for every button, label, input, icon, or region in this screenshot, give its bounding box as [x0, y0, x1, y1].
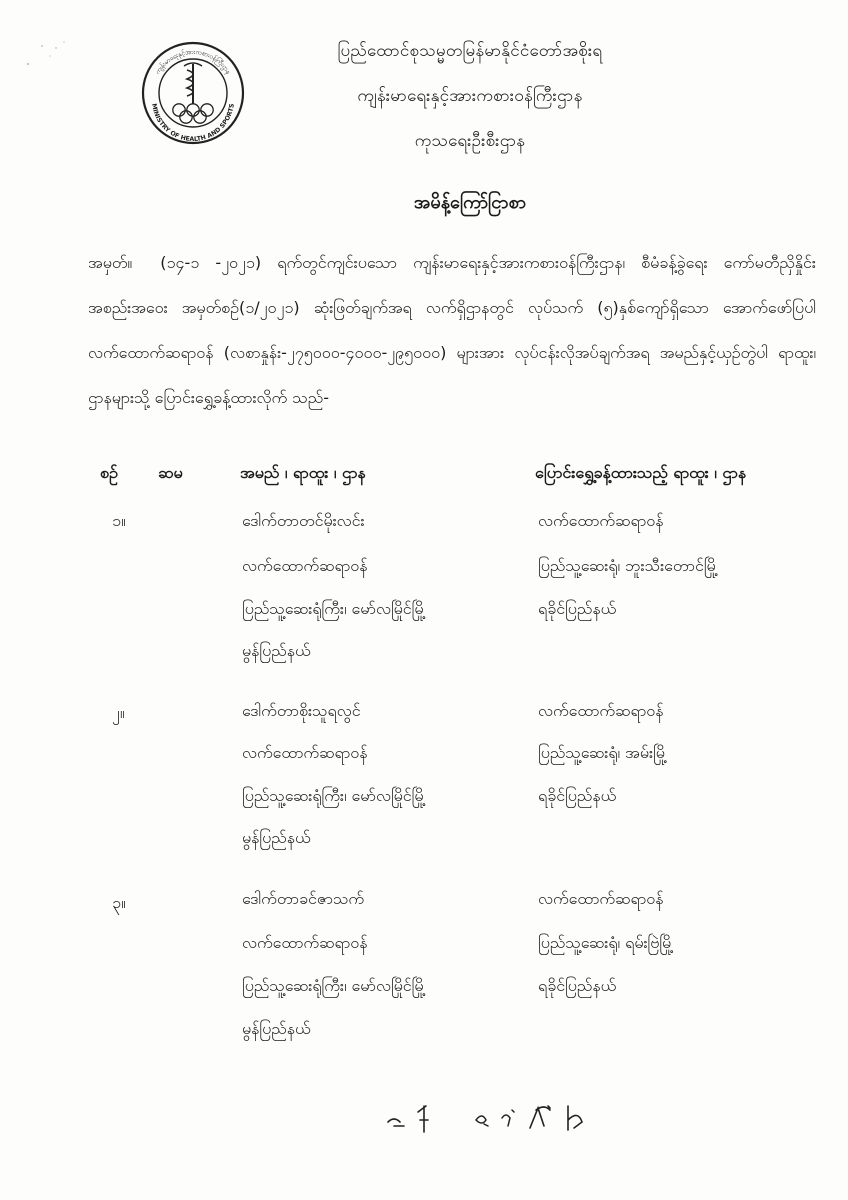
svg-text:ကျန်းမာရေးနှင့်အားကစားဝန်ကြီးဌ: ကျန်းမာရေးနှင့်အားကစားဝန်ကြီးဌာန	[153, 47, 233, 76]
entry-new-state: ရခိုင်ပြည်နယ်	[538, 599, 617, 618]
entry-new-post: လက်ထောက်ဆရာဝန်	[538, 889, 664, 908]
entry-post: လက်ထောက်ဆရာဝန်	[242, 556, 368, 575]
entry-department: ပြည်သူ့ဆေးရုံကြီး၊ မော်လမြိုင်မြို့	[242, 976, 426, 995]
handwritten-signature	[380, 1098, 620, 1138]
document-title: အမိန့်ကြော်ငြာစာ	[413, 192, 527, 213]
body-paragraph	[88, 240, 816, 420]
entry-new-state: ရခိုင်ပြည်နယ်	[538, 976, 617, 995]
entry-new-state: ရခိုင်ပြည်နယ်	[538, 786, 617, 805]
entry-post: လက်ထောက်ဆရာဝန်	[242, 743, 368, 762]
entry-new-post: လက်ထောက်ဆရာဝန်	[538, 511, 664, 530]
entry-state: မွန်ပြည်နယ်	[242, 828, 311, 847]
header-government: ပြည်ထောင်စုသမ္မတမြန်မာနိုင်ငံတော်အစိုးရ	[337, 41, 603, 61]
reference-label: အမှတ်။	[88, 253, 133, 272]
entry-department: ပြည်သူ့ဆေးရုံကြီး၊ မော်လမြိုင်မြို့	[242, 599, 426, 618]
entry-department: ပြည်သူ့ဆေးရုံကြီး၊ မော်လမြိုင်မြို့	[242, 786, 426, 805]
scan-speck-marks	[22, 38, 72, 78]
header-ministry: ကျန်းမာရေးနှင့်အားကစားဝန်ကြီးဌာန	[357, 86, 583, 106]
header-name-post-dept: အမည် ၊ ရာထူး ၊ ဌာန	[240, 463, 366, 482]
entry-state: မွန်ပြည်နယ်	[242, 1019, 311, 1038]
entry-new-department: ပြည်သူ့ဆေးရုံ၊ အမ်းမြို့	[538, 743, 668, 762]
header-type: ဆမ	[158, 463, 183, 482]
entry-new-department: ပြည်သူ့ဆေးရုံ၊ ဘူးသီးတောင်မြို့	[538, 556, 719, 575]
entry-name: ဒေါက်တာစိုးသူရလွင်	[242, 701, 361, 720]
entry-new-post: လက်ထောက်ဆရာဝန်	[538, 701, 664, 720]
entry-post: လက်ထောက်ဆရာဝန်	[242, 933, 368, 952]
entry-number: ၃။	[112, 893, 126, 912]
entry-name: ဒေါက်တာတင်မိုးလင်း	[242, 511, 365, 530]
entry-number: ၁။	[112, 511, 126, 530]
entry-new-department: ပြည်သူ့ဆေးရုံ၊ ရမ်းဗြဲမြို့	[538, 933, 674, 952]
header-serial-number: စဉ်	[100, 463, 118, 482]
entry-name: ဒေါက်တာခင်ဇာသက်	[242, 889, 365, 908]
header-new-post-dept: ပြောင်းရွှေ့ခန့်ထားသည့် ရာထူး ၊ ဌာန	[535, 463, 747, 482]
entry-state: မွန်ပြည်နယ်	[242, 641, 311, 660]
entry-number: ၂။	[112, 703, 125, 722]
header-department: ကုသရေးဦးစီးဌာန	[414, 131, 526, 151]
body-text: (၁၄-၁ -၂၀၂၁) ရက်တွင်ကျင်းပသော ကျန်းမာရေးနှင့်အားကစားဝန်ကြီးဌာန၊ စီမံခန့်ခွဲရေး ကော်မတီညှိနှိုင်းအစည်းအဝေး အမှတ်စဉ်(၁/၂၀၂၁) ဆုံးဖြတ်ချက်အရ လက်ရှိဌာနတွင် လုပ်သက် (၅)နှစ်ကျော်ရှိသော အောက်ဖော်ပြပါ လက်ထောက်ဆရာဝန် (လစာနှုန်း-၂၇၅၀၀၀-၄၀၀၀-၂၉၅၀၀၀) များအား လုပ်ငန်းလိုအပ်ချက်အရ အမည်နှင့်ယှဉ်တွဲပါ ရာထူး၊ ဌာနများသို့ ပြောင်းရွှေ့ခန့်ထားလိုက် သည်-	[88, 253, 816, 407]
svg-text:MINISTRY OF HEALTH AND SPORTS: MINISTRY OF HEALTH AND SPORTS	[150, 103, 236, 144]
